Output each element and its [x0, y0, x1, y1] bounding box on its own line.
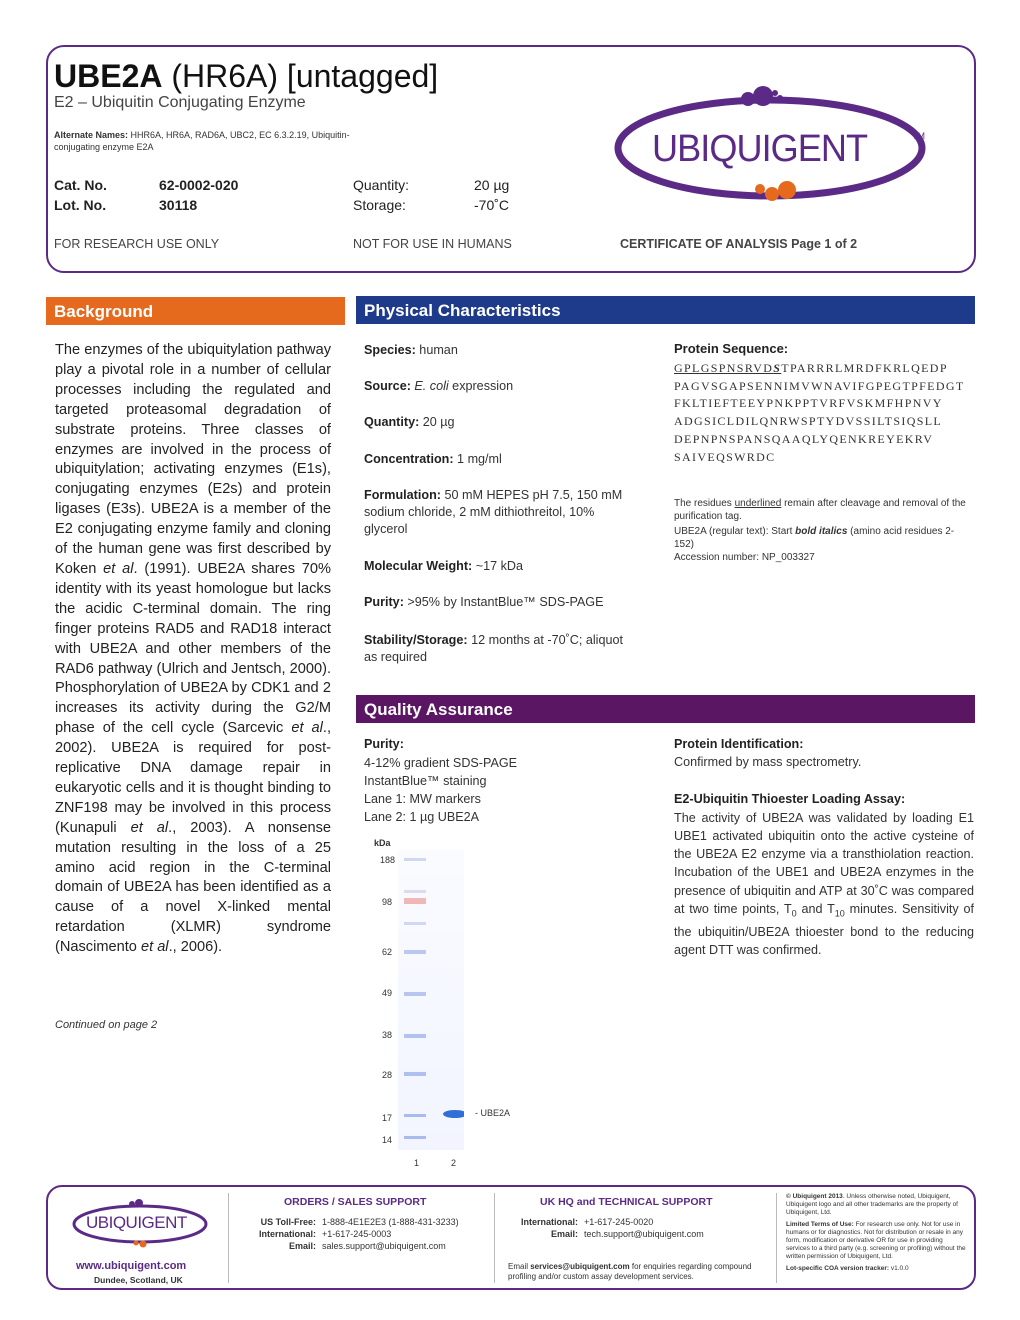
storage-label: Storage: [353, 197, 406, 213]
us-phone: 1-888-4E1E2E3 (1-888-431-3233) [322, 1217, 459, 1227]
qa-heading: Quality Assurance [356, 695, 975, 723]
gel-marker-188: 188 [380, 855, 396, 865]
sequence-line-6: SAIVEQSWRDC [674, 449, 776, 464]
gel-image [398, 850, 464, 1150]
product-title: UBE2A (HR6A) [untagged] [54, 58, 439, 94]
gel-marker-49: 49 [382, 988, 393, 998]
footer-divider [228, 1193, 229, 1283]
note-underlined: The residues underlined remain after cleavage and removal of the purification tag. [674, 498, 966, 522]
uk-heading: UK HQ and TECHNICAL SUPPORT [540, 1196, 713, 1208]
orders-intl-label: International: [258, 1229, 316, 1239]
logo-wordmark: UBIQUIGENT [652, 128, 868, 170]
gel-marker-17: 17 [382, 1113, 393, 1123]
coa-version-tracker: Lot-specific COA version tracker: v1.0.0 [786, 1265, 909, 1272]
footer-website[interactable]: www.ubiquigent.com [76, 1260, 187, 1272]
molecular-weight: Molecular Weight: ~17 kDa [364, 559, 523, 573]
quantity-value: 20 µg [474, 177, 510, 193]
stability-storage: Stability/Storage: 12 months at -70˚C; aliquot as required [364, 633, 623, 664]
sequence-line-5: DEPNPNSPANSQAAQLYQENKREYEKRV [674, 431, 934, 446]
formulation: Formulation: 50 mM HEPES pH 7.5, 150 mM sodium chloride, 2 mM dithiothreitol, 10% glycerol [364, 488, 623, 536]
uk-email[interactable]: tech.support@ubiquigent.com [584, 1229, 704, 1239]
us-label: US Toll-Free: [260, 1217, 316, 1227]
qa-purity: Purity: 4-12% gradient SDS-PAGE InstantBlue™ staining Lane 1: MW markers Lane 2: 1 µg UBE2A [364, 737, 518, 824]
footer-location: Dundee, Scotland, UK [94, 1275, 183, 1285]
terms-of-use: Limited Terms of Use: For research use only. Not for use in humans or for diagnostics. Not for distribution or resale in any form, modification or derivative OR for use in providing services to a third party (e.g. screening or profiling) without the written permission of Ubiquigent, Ltd. [786, 1221, 966, 1260]
certificate-title: CERTIFICATE OF ANALYSIS Page 1 of 2 [620, 237, 858, 251]
orders-email[interactable]: sales.support@ubiquigent.com [322, 1241, 446, 1251]
gel-lane-1: 1 [414, 1158, 420, 1168]
gel-band-label: - UBE2A [475, 1108, 511, 1118]
physical-heading: Physical Characteristics [356, 296, 975, 324]
background-text: The enzymes of the ubiquitylation pathway play a pivotal role in a number of cellular processes including the regulated and targeted proteasomal degradation of substrate proteins. Three classes of enzymes are involved in the process of ubiquitylation; activating enzymes (E1s), conjugating enzymes (E2s) and protein ligases (E3s). UBE2A is a member of the E2 conjugating enzyme family and cloning of the human gene was first described by Koken et al. (1991). UBE2A shares 70% identity with its yeast homologue but lacks the acidic C-terminal domain. The ring finger proteins RAD5 and RAD18 interact with UBE2A and other members of the RAD6 pathway (Ulrich and Jentsch, 2000). Phosphorylation of UBE2A by CDK1 and 2 increases its activity during the G2/M phase of the cell cycle (Sarcevic et al., 2002). UBE2A is required for post-replicative DNA damage repair in eukaryotic cells and it is thought binding to ZNF198 may be involved in this process (Kunapuli et al., 2003). A nonsense mutation resulting in the loss of a 25 amino acid region in the C-terminal domain of UBE2A has been identified as a cause of a novel X-linked mental retardation (XLMR) syndrome (Nascimento et al., 2006). [55, 342, 332, 956]
lot-value: 30118 [159, 197, 198, 213]
note-bold-italics: UBE2A (regular text): Start bold italics (amino acid residues 2-152) [674, 526, 955, 550]
orders-email-label: Email: [288, 1241, 316, 1251]
not-for-humans-notice: NOT FOR USE IN HUMANS [353, 237, 512, 251]
qa-protein-id: Protein Identification: Confirmed by mass spectrometry. [674, 737, 862, 769]
e2-assay-text: The activity of UBE2A was validated by loading E1 UBE1 activated ubiquitin onto the active cysteine of the UBE2A E2 enzyme via a transthiolation reaction. Incubation of the UBE1 and UBE2A enzymes in the presence of ubiquitin and ATP at 30˚C was compared at two time points, $T_0$ and $T_{10}$ minutes. Sensitivity of the ubiquitin/UBE2A thioester bond to the reducing agent DTT was confirmed. [674, 810, 974, 958]
uk-intl-label: International: [520, 1217, 578, 1227]
uk-email-label: Email: [550, 1229, 578, 1239]
research-only-notice: FOR RESEARCH USE ONLY [54, 237, 220, 251]
cat-value: 62-0002-020 [159, 177, 239, 193]
copyright: © Ubiquigent 2013. Unless otherwise noted, Ubiquigent, Ubiquigent logo and all other trademarks are the property of Ubiquigent, Ltd. [786, 1193, 958, 1216]
gel-kda-label: kDa [374, 838, 391, 848]
quantity: Quantity: 20 µg [364, 415, 455, 429]
protein-sequence-title: Protein Sequence: [674, 341, 789, 356]
footer-divider [494, 1193, 495, 1283]
orders-heading: ORDERS / SALES SUPPORT [284, 1196, 427, 1208]
cat-label: Cat. No. [54, 177, 107, 193]
legal-block [786, 1193, 968, 1273]
gel-marker-14: 14 [382, 1135, 393, 1145]
species: Species: human [364, 343, 458, 357]
sequence-line-2: PAGVSGAPSENNIMVWNAVIFGPEGTPFEDGT [674, 378, 965, 393]
purity: Purity: >95% by InstantBlue™ SDS-PAGE [364, 595, 604, 609]
qa-purity-line: InstantBlue™ staining [364, 773, 487, 788]
background-heading: Background [46, 297, 345, 325]
sequence-line-4: ADGSICLDILQNRWSPTYDVSSILTSIQSLL [674, 414, 943, 429]
alternate-names: Alternate Names: HHR6A, HR6A, RAD6A, UBC2, EC 6.3.2.19, Ubiquitin-conjugating enzyme E2A [54, 130, 350, 152]
sequence-line-3: FKLTIEFTEEYPNKPPTVRFVSKMFHPNVY [674, 396, 943, 411]
footer-divider [776, 1193, 777, 1283]
qa-purity-line: 4-12% gradient SDS-PAGE [364, 755, 518, 770]
gel-lane-2: 2 [451, 1158, 457, 1168]
accession-number: Accession number: NP_003327 [674, 552, 815, 563]
quantity-label: Quantity: [353, 177, 410, 193]
product-subtitle: E2 – Ubiquitin Conjugating Enzyme [54, 94, 306, 111]
source: Source: E. coli expression [364, 379, 514, 393]
gel-marker-38: 38 [382, 1030, 393, 1040]
protein-sequence [674, 360, 965, 466]
qa-purity-line: Lane 1: MW markers [364, 791, 481, 806]
orders-intl-phone: +1-617-245-0003 [322, 1229, 392, 1239]
lot-label: Lot. No. [54, 197, 107, 213]
storage-value: -70˚C [474, 197, 510, 213]
qa-purity-line: Lane 2: 1 µg UBE2A [364, 809, 480, 824]
sequence-line-1: GPLGSPNSRVDSTPARRRLMRDFKRLQEDP [674, 361, 948, 375]
gel-marker-62: 62 [382, 947, 393, 957]
gel-marker-28: 28 [382, 1070, 393, 1080]
qa-e2-assay: E2-Ubiquitin Thioester Loading Assay: The activity of UBE2A was validated by loading E1 UBE1 activated ubiquitin onto the active cysteine of the UBE2A E2 enzyme via a transthiolation reaction. Incubation of the UBE1 and UBE2A enzymes in the presence of ubiquitin and ATP at 30˚C was compared at two time points, $T_0$ and $T_{10}$ minutes. Sensitivity of the ubiquitin/UBE2A thioester bond to the reducing agent DTT was confirmed. [674, 791, 974, 959]
services-note: Email services@ubiquigent.com for enquiries regarding compound profiling and/or custom assay development services. [508, 1262, 752, 1281]
uk-intl-phone: +1-617-245-0020 [584, 1217, 654, 1227]
logo-trademark: TM [912, 131, 925, 141]
continued-note: Continued on page 2 [55, 1019, 158, 1031]
concentration: Concentration: 1 mg/ml [364, 452, 502, 466]
sequence-notes [674, 497, 974, 564]
footer-logo-wordmark: UBIQUIGENT [86, 1213, 187, 1232]
gel-marker-98: 98 [382, 897, 393, 907]
